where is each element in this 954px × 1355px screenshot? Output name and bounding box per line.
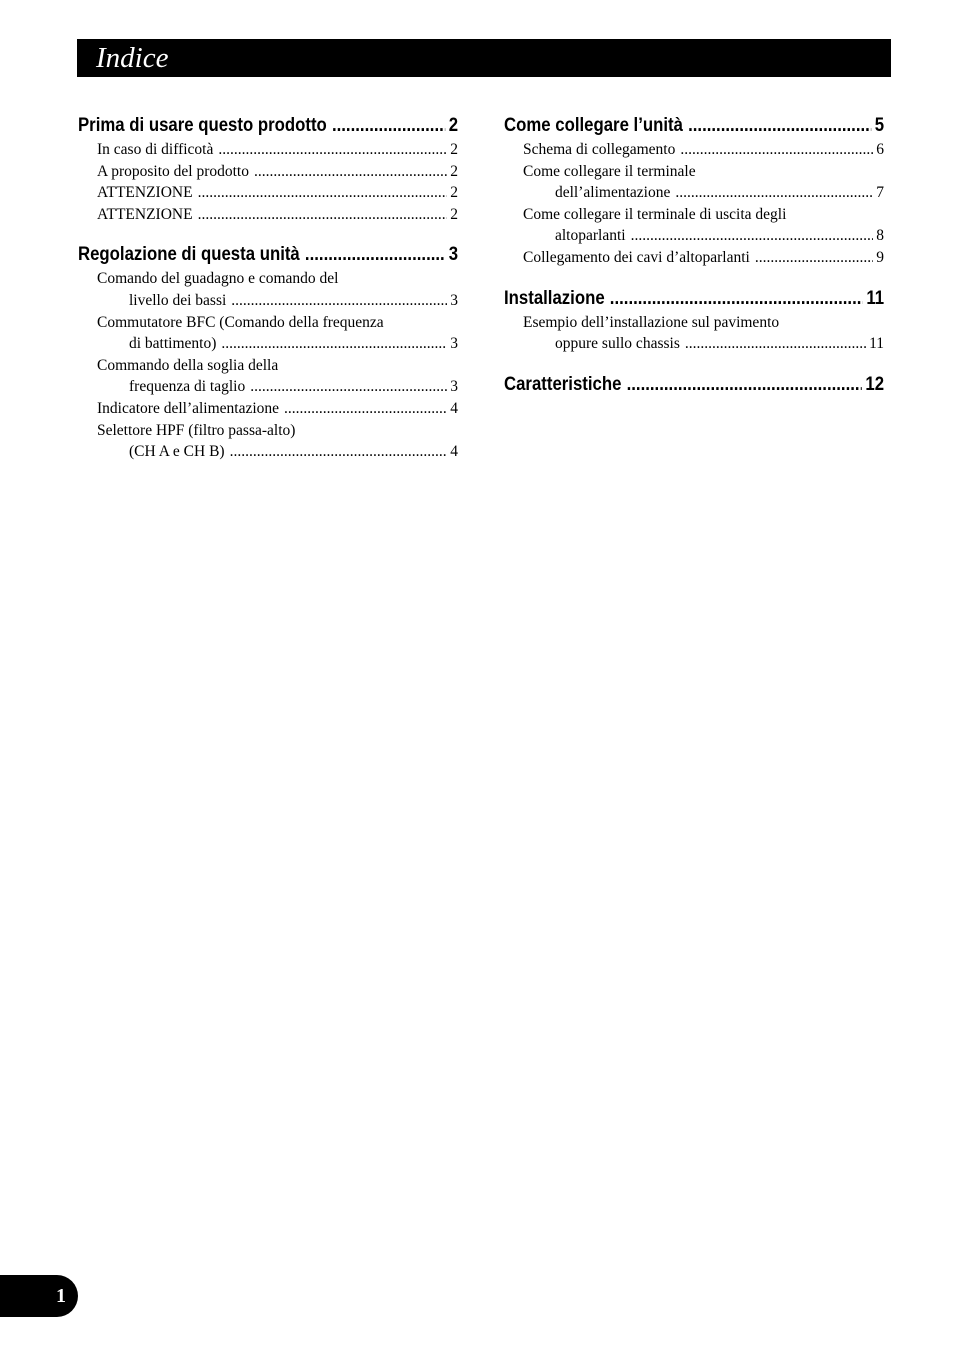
section-page: 2 xyxy=(448,114,459,136)
toc-section-heading[interactable] xyxy=(504,285,884,311)
toc-section-heading[interactable] xyxy=(504,112,884,138)
section-page: 11 xyxy=(866,286,885,309)
toc-entry[interactable] xyxy=(78,139,458,161)
toc-entry[interactable] xyxy=(504,161,884,204)
entry-label: Schema di collegamento xyxy=(523,141,676,158)
entry-label: A proposito del prodotto xyxy=(97,162,249,180)
entry-page: 3 xyxy=(450,378,458,396)
dot-leader xyxy=(305,241,445,267)
entry-page: 2 xyxy=(450,184,458,202)
dot-leader xyxy=(250,376,447,398)
entry-page: 3 xyxy=(450,335,458,353)
entry-label: Come collegare il terminale di uscita degli xyxy=(523,205,787,223)
toc-entry[interactable] xyxy=(78,182,458,204)
entry-label: In caso di difficotà xyxy=(97,141,214,158)
entry-label: ATTENZIONE xyxy=(97,205,193,223)
toc-entry[interactable] xyxy=(504,312,884,355)
dot-leader xyxy=(284,398,447,420)
section-page: 5 xyxy=(874,114,885,136)
entry-page: 2 xyxy=(450,205,458,223)
dot-leader xyxy=(230,441,448,463)
toc-section xyxy=(504,285,884,355)
entry-label: Collegamento dei cavi d’altoparlanti xyxy=(523,248,750,266)
toc-left-column xyxy=(78,112,458,479)
toc-section-heading[interactable] xyxy=(78,112,458,138)
toc-entry[interactable] xyxy=(78,204,458,226)
toc-section xyxy=(504,371,884,397)
entry-label: frequenza di taglio xyxy=(129,378,246,396)
toc-entry[interactable] xyxy=(78,420,458,463)
dot-leader xyxy=(332,112,445,138)
dot-leader xyxy=(221,333,447,355)
section-title: Come collegare l’unità xyxy=(504,114,683,136)
section-title: Prima di usare questo prodotto xyxy=(78,114,327,136)
entry-label: Indicatore dell’alimentazione xyxy=(97,399,280,417)
entry-page: 7 xyxy=(876,184,884,202)
entry-page: 4 xyxy=(450,399,458,417)
toc-section xyxy=(78,112,458,225)
entry-label: Commutatore BFC (Comando della frequenza xyxy=(97,313,384,331)
dot-leader xyxy=(627,371,862,397)
toc-entry[interactable] xyxy=(504,204,884,247)
title-bar xyxy=(77,39,891,77)
dot-leader xyxy=(231,290,447,312)
toc-section xyxy=(504,112,884,269)
entry-label: Commando della soglia della xyxy=(97,356,279,374)
entry-label: livello dei bassi xyxy=(129,291,227,309)
page-title: Indice xyxy=(96,42,169,74)
toc-entry[interactable] xyxy=(78,312,458,355)
entry-label: Selettore HPF (filtro passa-alto) xyxy=(97,421,296,439)
toc-entry[interactable] xyxy=(504,247,884,269)
toc-entry[interactable] xyxy=(78,161,458,183)
entry-page: 11 xyxy=(869,335,884,353)
dot-leader xyxy=(610,285,863,311)
entry-label: di battimento) xyxy=(129,335,217,353)
entry-page: 3 xyxy=(450,291,458,309)
page-number: 1 xyxy=(56,1285,66,1307)
dot-leader xyxy=(218,139,447,161)
entry-page: 4 xyxy=(450,443,458,461)
entry-label: ATTENZIONE xyxy=(97,184,193,202)
section-title: Caratteristiche xyxy=(504,372,622,395)
entry-label: (CH A e CH B) xyxy=(129,443,225,461)
toc-section-heading[interactable] xyxy=(78,241,458,267)
dot-leader xyxy=(685,333,866,355)
entry-page: 2 xyxy=(450,141,458,158)
dot-leader xyxy=(198,182,448,204)
entry-label: altoparlanti xyxy=(555,227,626,245)
entry-page: 9 xyxy=(876,248,884,266)
toc-right-column xyxy=(504,112,884,413)
toc-entry[interactable] xyxy=(78,398,458,420)
dot-leader xyxy=(675,182,873,204)
section-page: 12 xyxy=(865,372,885,395)
toc-entry[interactable] xyxy=(504,139,884,161)
entry-page: 6 xyxy=(876,141,884,158)
dot-leader xyxy=(755,247,873,269)
section-title: Installazione xyxy=(504,286,605,309)
entry-page: 8 xyxy=(876,227,884,245)
toc-section xyxy=(78,241,458,462)
entry-page: 2 xyxy=(450,162,458,180)
entry-label: Come collegare il terminale xyxy=(523,162,696,180)
section-title: Regolazione di questa unità xyxy=(78,243,300,266)
entry-label: dell’alimentazione xyxy=(555,184,671,202)
section-page: 3 xyxy=(448,243,459,266)
toc-entry[interactable] xyxy=(78,355,458,398)
toc-entry[interactable] xyxy=(78,268,458,311)
entry-label: Esempio dell’installazione sul pavimento xyxy=(523,313,780,331)
dot-leader xyxy=(254,161,447,183)
page-number-badge xyxy=(0,1275,78,1317)
dot-leader xyxy=(688,112,871,138)
toc-section-heading[interactable] xyxy=(504,371,884,397)
entry-label: oppure sullo chassis xyxy=(555,335,680,353)
dot-leader xyxy=(631,225,874,247)
dot-leader xyxy=(198,204,448,226)
entry-label: Comando del guadagno e comando del xyxy=(97,270,339,288)
dot-leader xyxy=(680,139,873,161)
